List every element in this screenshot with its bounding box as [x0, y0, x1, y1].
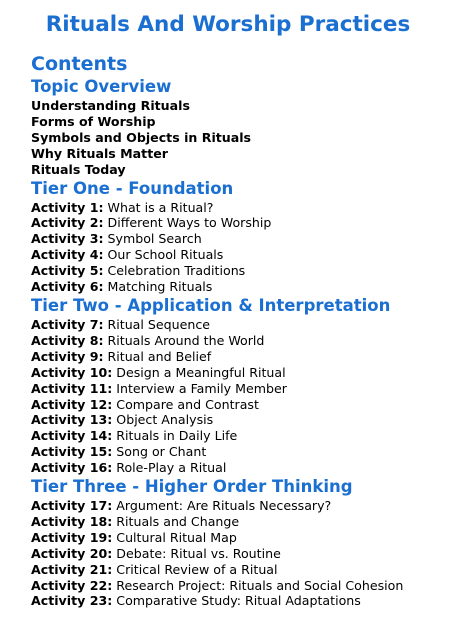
document-title: Rituals And Worship Practices [45, 12, 411, 37]
section-heading-tier-three: Tier Three - Higher Order Thinking [31, 477, 353, 497]
activity-item [31, 365, 446, 381]
activity-label: Activity 15: [31, 444, 113, 460]
activity-label: Activity 3: [31, 231, 104, 247]
activity-item [31, 444, 446, 460]
contents-heading: Contents [31, 53, 128, 75]
activity-label: Activity 11: [31, 380, 113, 396]
activity-label: Activity 14: [31, 428, 113, 444]
activity-label: Activity 9: [31, 348, 104, 364]
activity-title: Symbol Search [107, 231, 202, 247]
activity-title: Celebration Traditions [107, 263, 246, 279]
activity-label: Activity 13: [31, 412, 113, 428]
list-item: Why Rituals Matter [31, 145, 168, 161]
activity-label: Activity 19: [31, 529, 113, 545]
section-heading-tier-two: Tier Two - Application & Interpretation [31, 295, 391, 315]
activity-label: Activity 4: [31, 247, 104, 263]
activity-item [31, 333, 446, 349]
activity-label: Activity 16: [31, 460, 113, 476]
activity-title: Ritual Sequence [107, 316, 211, 332]
activity-label: Activity 10: [31, 364, 113, 380]
activity-title: Debate: Ritual vs. Routine [116, 545, 281, 561]
activity-title: Cultural Ritual Map [116, 529, 237, 545]
activity-item [31, 562, 446, 578]
table-of-contents [31, 52, 446, 609]
list-item: Forms of Worship [31, 113, 156, 129]
activity-title: Object Analysis [116, 412, 214, 428]
activity-label: Activity 8: [31, 332, 104, 348]
activity-title: Interview a Family Member [116, 380, 287, 396]
activity-title: Argument: Are Rituals Necessary? [116, 498, 332, 514]
list-item: Rituals Today [31, 161, 126, 177]
activity-title: Research Project: Rituals and Social Cohesion [116, 577, 404, 593]
activity-item [31, 530, 446, 546]
activity-item [31, 578, 446, 594]
activity-item [31, 546, 446, 562]
activity-item [31, 263, 446, 279]
activity-title: Rituals Around the World [107, 332, 265, 348]
activity-label: Activity 17: [31, 498, 113, 514]
activity-title: Ritual and Belief [107, 348, 212, 364]
list-item: Understanding Rituals [31, 98, 190, 113]
activity-label: Activity 1: [31, 199, 104, 215]
activity-title: Rituals and Change [116, 513, 240, 529]
activity-title: Different Ways to Worship [107, 215, 272, 231]
activity-item [31, 200, 446, 216]
activity-label: Activity 2: [31, 215, 104, 231]
activity-title: Compare and Contrast [116, 396, 259, 412]
activity-title: What is a Ritual? [107, 199, 214, 215]
activity-item [31, 593, 446, 609]
section-heading-topic-overview: Topic Overview [31, 77, 172, 96]
activity-title: Role-Play a Ritual [116, 460, 227, 476]
activity-title: Critical Review of a Ritual [116, 561, 278, 577]
activity-item [31, 397, 446, 413]
activity-title: Design a Meaningful Ritual [116, 364, 286, 380]
activity-item [31, 231, 446, 247]
activity-label: Activity 12: [31, 396, 113, 412]
activity-item [31, 215, 446, 231]
activity-item [31, 514, 446, 530]
activity-item [31, 247, 446, 263]
activity-title: Matching Rituals [107, 279, 213, 295]
activity-title: Song or Chant [116, 444, 207, 460]
activity-item [31, 349, 446, 365]
activity-label: Activity 5: [31, 263, 104, 279]
activity-item [31, 412, 446, 428]
activity-item [31, 460, 446, 476]
section-heading-tier-one: Tier One - Foundation [31, 178, 234, 198]
activity-label: Activity 23: [31, 593, 113, 609]
activity-label: Activity 20: [31, 545, 113, 561]
activity-item [31, 428, 446, 444]
activity-item [31, 317, 446, 333]
activity-item [31, 381, 446, 397]
activity-title: Rituals in Daily Life [116, 428, 238, 444]
activity-item [31, 498, 446, 514]
activity-label: Activity 7: [31, 316, 104, 332]
activity-title: Our School Rituals [107, 247, 224, 263]
activity-title: Comparative Study: Ritual Adaptations [116, 593, 361, 609]
activity-label: Activity 21: [31, 561, 113, 577]
activity-label: Activity 6: [31, 279, 104, 295]
activity-label: Activity 22: [31, 577, 113, 593]
activity-label: Activity 18: [31, 513, 113, 529]
list-item: Symbols and Objects in Rituals [31, 129, 252, 145]
activity-item [31, 279, 446, 295]
